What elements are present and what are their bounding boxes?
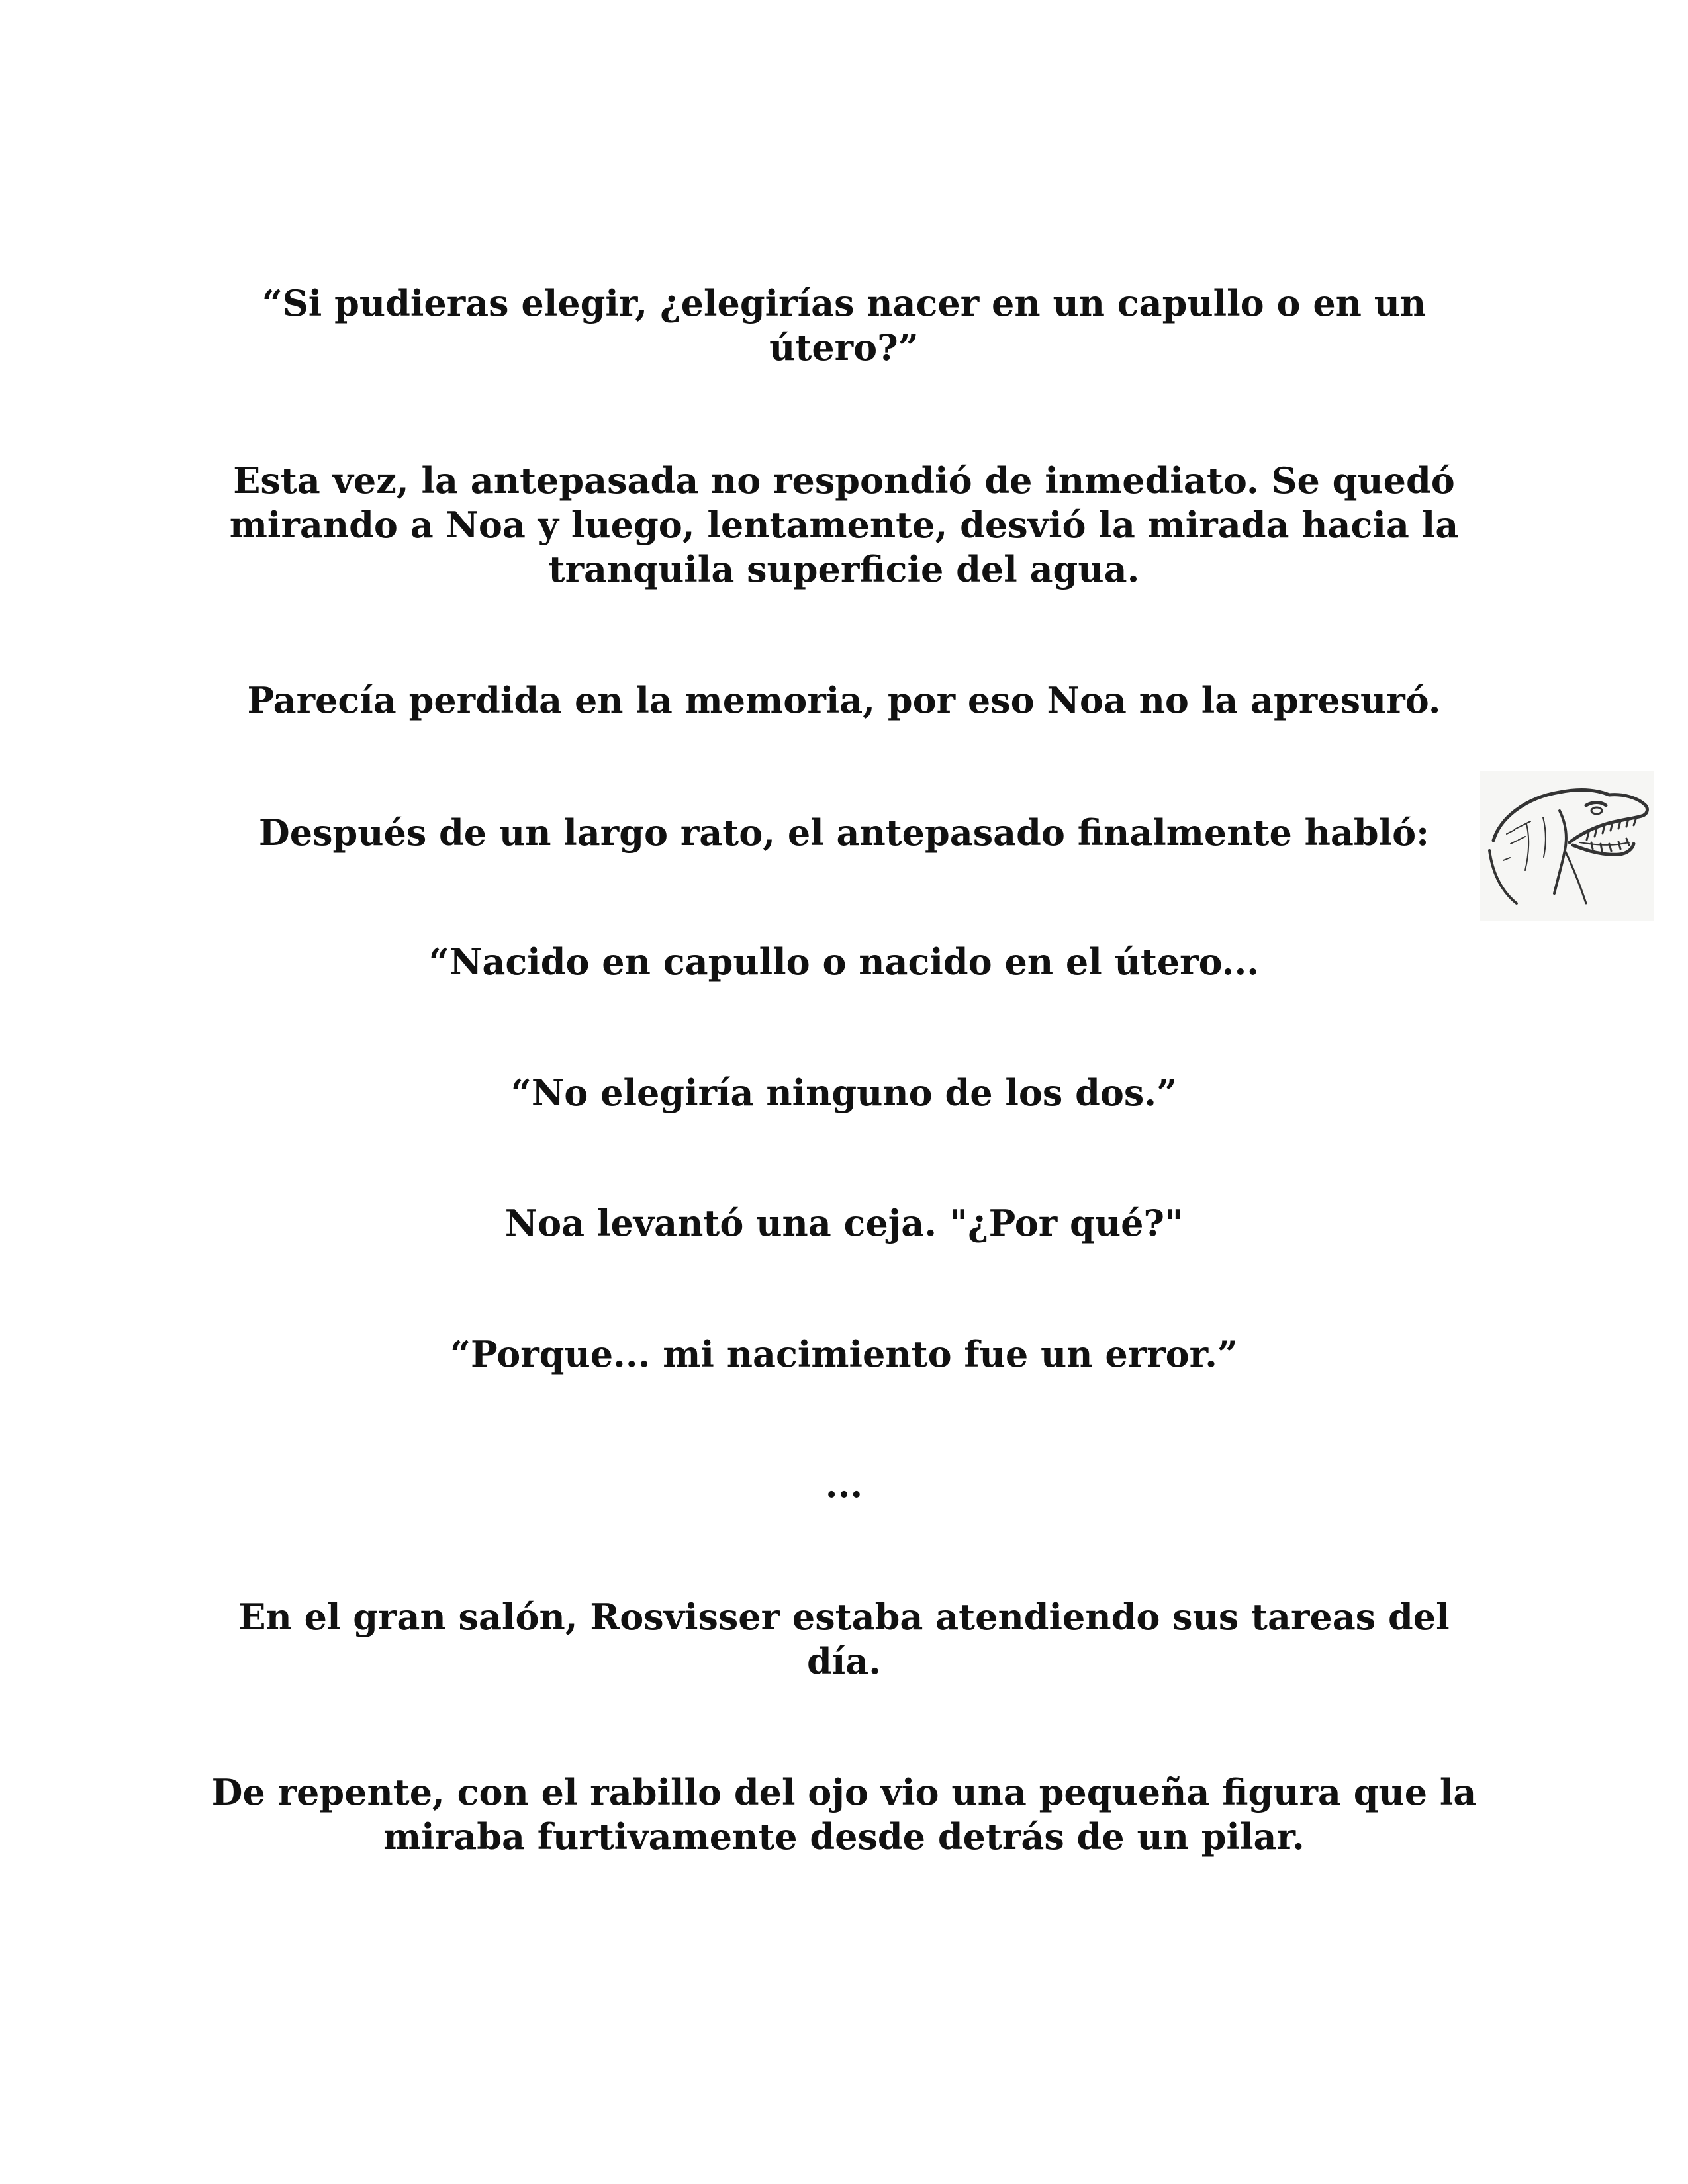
paragraph-9: ... — [825, 1463, 863, 1506]
paragraph-7: Noa levantó una ceja. "¿Por qué?" — [504, 1202, 1184, 1244]
paragraph-11: De repente, con el rabillo del ojo vio una pequeña figura que la miraba furtivamente desde detrás de un pilar. — [211, 1771, 1477, 1858]
paragraph-5: “Nacido en capullo o nacido en el útero... — [428, 940, 1260, 983]
paragraph-4: Después de un largo rato, el antepasado finalmente habló: — [258, 811, 1430, 854]
paragraph-8: “Porque... mi nacimiento fue un error.” — [450, 1333, 1238, 1375]
paragraph-3: Parecía perdida en la memoria, por eso Noa no la apresuró. — [247, 679, 1441, 721]
paragraph-6: “No elegiría ninguno de los dos.” — [510, 1071, 1178, 1114]
dinosaur-head-sketch-icon — [1480, 771, 1654, 921]
paragraph-2: Esta vez, la antepasada no respondió de inmediato. Se quedó mirando a Noa y luego, lentamente, desvió la mirada hacia la tranquila superficie del agua. — [229, 459, 1459, 590]
paragraph-10: En el gran salón, Rosvisser estaba atendiendo sus tareas del día. — [238, 1596, 1450, 1682]
paragraph-1: “Si pudieras elegir, ¿elegirías nacer en un capullo o en un útero?” — [261, 282, 1427, 369]
